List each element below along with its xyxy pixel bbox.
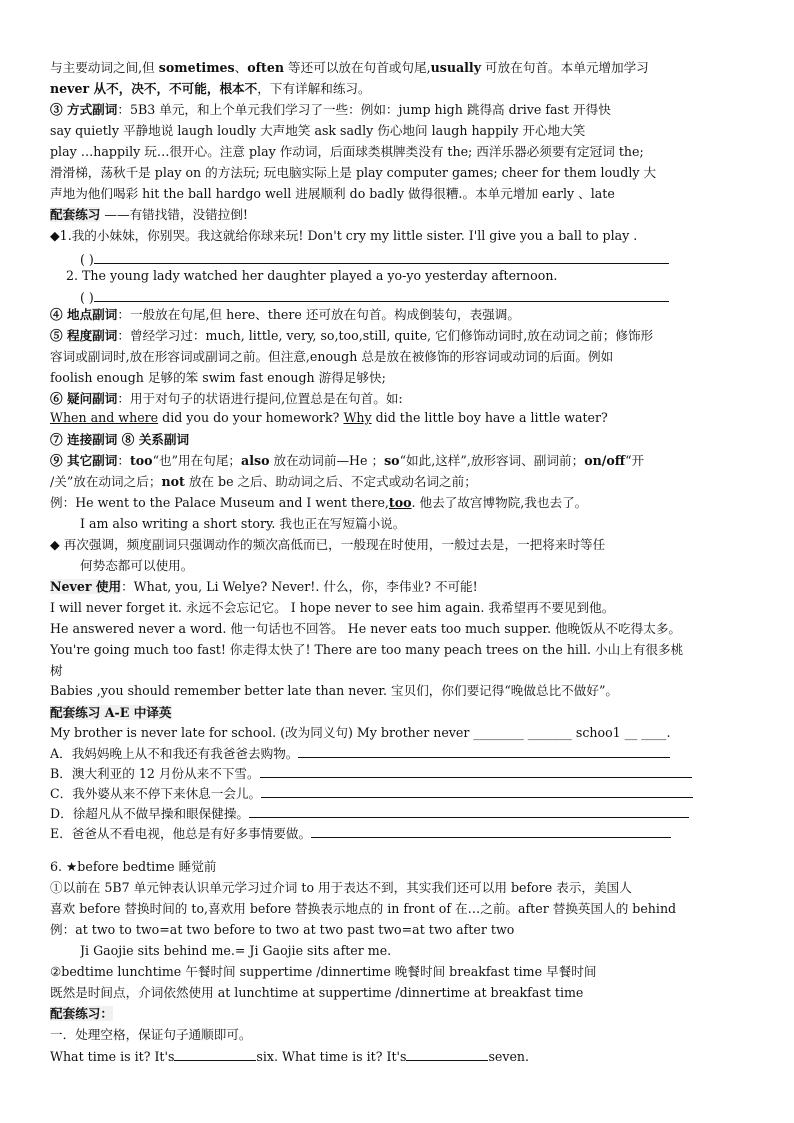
bold-text: never 从不，决不，不可能，根本不	[50, 81, 258, 96]
text-line	[50, 823, 760, 844]
answer-blank[interactable]	[261, 783, 693, 798]
text-line	[50, 857, 760, 878]
text-span: ：曾经学习过：much, little, very, so,too,still, quite, 它们修饰动词时,放在动词之前；修饰形	[117, 328, 654, 343]
text-span: foolish enough 足够的笨 swim fast enough 游得足够快;	[50, 370, 386, 385]
text-line	[50, 368, 760, 389]
answer-blank[interactable]	[260, 763, 692, 778]
text-span: 树	[50, 663, 63, 678]
bold-text: 配套练习 A-E 中译英	[50, 705, 172, 720]
text-span: When and where	[50, 410, 159, 425]
text-span: ——有错找错，没错拉倒!	[100, 207, 248, 222]
bold-text: ⑦ 连接副词 ⑧ 关系副词	[50, 432, 190, 447]
text-span: A．我妈妈晚上从不和我还有我爸爸去购物。	[50, 746, 299, 761]
bold-text: not	[161, 474, 185, 489]
text-line	[50, 205, 760, 226]
text-line	[50, 661, 760, 682]
answer-blank[interactable]	[406, 1046, 488, 1061]
text-span: ：用于对句子的状语进行提问,位置总是在句首。如:	[117, 391, 403, 406]
answer-blank[interactable]	[249, 803, 689, 818]
text-line	[50, 451, 760, 472]
bold-text: 配套练习	[50, 207, 101, 222]
text-line	[50, 1004, 760, 1025]
text-line	[50, 983, 760, 1004]
text-line	[50, 783, 760, 804]
text-line	[50, 723, 760, 744]
text-line	[50, 163, 760, 184]
text-span: 可放在句首。本单元增加学习	[481, 60, 649, 75]
bold-text: ⑥ 疑问副词	[50, 391, 118, 406]
text-span: ②bedtime lunchtime 午餐时间 suppertime /dinnertime 晚餐时间 breakfast time 早餐时间	[50, 964, 597, 979]
text-span: I will never forget it. 永远不会忘记它。 I hope never to see him again. 我希望再不要见到他。	[50, 600, 615, 615]
text-span: Ji Gaojie sits behind me.= Ji Gaojie sits after me.	[80, 943, 392, 958]
answer-blank[interactable]	[298, 743, 670, 758]
text-line	[50, 535, 760, 556]
text-span: 例：at two to two=at two before to two at two past two=at two after two	[50, 922, 515, 937]
answer-blank[interactable]	[311, 823, 671, 838]
text-span: “也”用在句尾；	[152, 453, 242, 468]
text-span: B．澳大利亚的 12 月份从来不下雪。	[50, 766, 260, 781]
bold-text: too	[129, 453, 153, 468]
text-line	[50, 430, 760, 451]
text-line	[50, 1025, 760, 1046]
text-line	[50, 493, 760, 514]
text-span: ◆1.我的小妹妹，你别哭。我这就给你球来玩! Don't cry my little sister. I'll give you a ball to play .	[50, 228, 638, 243]
answer-blank[interactable]	[94, 249, 669, 264]
text-line	[50, 619, 760, 640]
text-span: ：一般放在句尾,但 here、there 还可放在句首。构成倒装句，表强调。	[117, 307, 520, 322]
text-span: He answered never a word. 他一句话也不回答。 He never eats too much supper. 他晚饭从不吃得太多。	[50, 621, 682, 636]
text-line	[50, 326, 760, 347]
bold-text: usually	[430, 60, 482, 75]
text-line	[50, 803, 760, 824]
text-line	[50, 184, 760, 205]
text-line	[50, 598, 760, 619]
bold-text: so	[384, 453, 400, 468]
text-span: 等还可以放在句首或句尾,	[284, 60, 431, 75]
text-line	[50, 703, 760, 724]
text-span: 与主要动词之间,但	[50, 60, 159, 75]
text-span: ，下有详解和练习。	[257, 81, 371, 96]
text-line	[50, 389, 760, 410]
text-span: 一．处理空格，保证句子通顺即可。	[50, 1027, 252, 1042]
text-span: ( )	[80, 290, 94, 305]
text-line	[50, 899, 760, 920]
text-line	[80, 514, 760, 535]
bold-text: on/off	[584, 453, 626, 468]
text-span: 容词或副词时,放在形容词或副词之前。但注意,enough 总是放在被修饰的形容词或动词的后面。例如	[50, 349, 614, 364]
bold-text: sometimes	[158, 60, 235, 75]
text-line	[50, 640, 760, 661]
text-line	[50, 920, 760, 941]
text-span: E．爸爸从不看电视，他总是有好多事情要做。	[50, 826, 312, 841]
text-span: 2. The young lady watched her daughter played a yo-yo yesterday afternoon.	[66, 268, 558, 283]
bold-text: Never 使用	[50, 579, 122, 594]
answer-blank[interactable]	[174, 1046, 256, 1061]
text-line	[50, 472, 760, 493]
text-span: 何势态都可以使用。	[80, 558, 194, 573]
text-span: /关”放在动词之后；	[50, 474, 162, 489]
text-line	[50, 1046, 760, 1067]
text-span: C．我外婆从来不停下来休息一会儿。	[50, 786, 262, 801]
text-line	[50, 121, 760, 142]
text-line	[50, 347, 760, 368]
text-span: ◆ 再次强调，频度副词只强调动作的频次高低而已，一般现在时使用，一般过去是，一把将来时等任	[50, 537, 606, 552]
bold-text: often	[247, 60, 285, 75]
text-span: ①以前在 5B7 单元钟表认识单元学习过介词 to 用于表达不到，其实我们还可以用 before 表示，美国人	[50, 880, 632, 895]
text-line	[80, 941, 760, 962]
bold-text: ③ 方式副词	[50, 102, 118, 117]
text-span: ：What, you, Li Welye? Never!. 什么，你，李伟业? 不可能!	[121, 579, 478, 594]
bold-text: too	[388, 495, 412, 510]
answer-blank[interactable]	[94, 287, 669, 302]
text-line	[50, 743, 760, 764]
text-line	[50, 962, 760, 983]
text-span: “如此,这样”,放形容词、副词前；	[399, 453, 585, 468]
text-span: You're going much too fast! 你走得太快了! There are too many peach trees on the hill. 小山上有很多桃	[50, 642, 684, 657]
text-line	[50, 878, 760, 899]
text-line	[50, 142, 760, 163]
text-line	[50, 763, 760, 784]
text-span: 滑滑梯，荡秋千是 play on 的方法玩; 玩电脑实际上是 play computer games; cheer for them loudly 大	[50, 165, 657, 180]
text-span: did the little boy have a little water?	[371, 410, 608, 425]
text-line	[50, 681, 760, 702]
text-span: . 他去了故宫博物院,我也去了。	[411, 495, 588, 510]
text-span: did you do your homework?	[158, 410, 344, 425]
text-span: play …happily 玩…很开心。注意 play 作动词，后面球类棋牌类没有 the; 西洋乐器必须要有定冠词 the;	[50, 144, 644, 159]
text-line	[80, 556, 760, 577]
bold-text: also	[241, 453, 270, 468]
text-span: 6. ★before bedtime 睡觉前	[50, 859, 217, 874]
bold-text: 配套练习：	[50, 1006, 113, 1021]
text-span: 、	[234, 60, 248, 75]
text-span: I am also writing a short story. 我也正在写短篇小说。	[80, 516, 406, 531]
text-line	[50, 226, 760, 247]
text-span: 喜欢 before 替换时间的 to,喜欢用 before 替换表示地点的 in front of 在…之前。after 替换英国人的 behind	[50, 901, 677, 916]
text-span: 声地为他们喝彩 hit the ball hardgo well 进展顺利 do badly 做得很糟.。本单元增加 early 、late	[50, 186, 615, 201]
text-line	[50, 305, 760, 326]
text-span: Why	[343, 410, 372, 425]
bold-text: ⑤ 程度副词	[50, 328, 118, 343]
text-span: My brother is never late for school. (改为同义句) My brother never ________ _______ schoo1 __ ____.	[50, 725, 671, 740]
text-span: What time is it? It's	[50, 1049, 175, 1064]
text-span: ( )	[80, 252, 94, 267]
text-span: D．徐超凡从不做早操和眼保健操。	[50, 806, 250, 821]
text-span: 放在动词前—He ；	[269, 453, 385, 468]
text-span: 例：He went to the Palace Museum and I went there,	[50, 495, 389, 510]
text-span: Babies ,you should remember better late than never. 宝贝们，你们要记得“晚做总比不做好”。	[50, 683, 618, 698]
text-span: “开	[625, 453, 645, 468]
text-line	[50, 79, 760, 100]
text-span: ：	[117, 453, 130, 468]
text-span: six. What time is it? It's	[256, 1049, 407, 1064]
text-line	[66, 266, 760, 287]
text-line	[50, 100, 760, 121]
text-line	[50, 58, 760, 79]
text-span: 放在 be 之后、助动词之后、不定式或动名词之前；	[184, 474, 477, 489]
text-span: ：5B3 单元，和上个单元我们学习了一些：例如：jump high 跳得高 drive fast 开得快	[117, 102, 611, 117]
text-span: 既然是时间点，介词依然使用 at lunchtime at suppertime /dinnertime at breakfast time	[50, 985, 584, 1000]
bold-text: ⑨ 其它副词	[50, 453, 118, 468]
text-line	[50, 577, 760, 598]
text-span: say quietly 平静地说 laugh loudly 大声地笑 ask sadly 伤心地问 laugh happily 开心地大笑	[50, 123, 586, 138]
bold-text: ④ 地点副词	[50, 307, 118, 322]
text-line	[50, 408, 760, 429]
text-span: seven.	[488, 1049, 530, 1064]
